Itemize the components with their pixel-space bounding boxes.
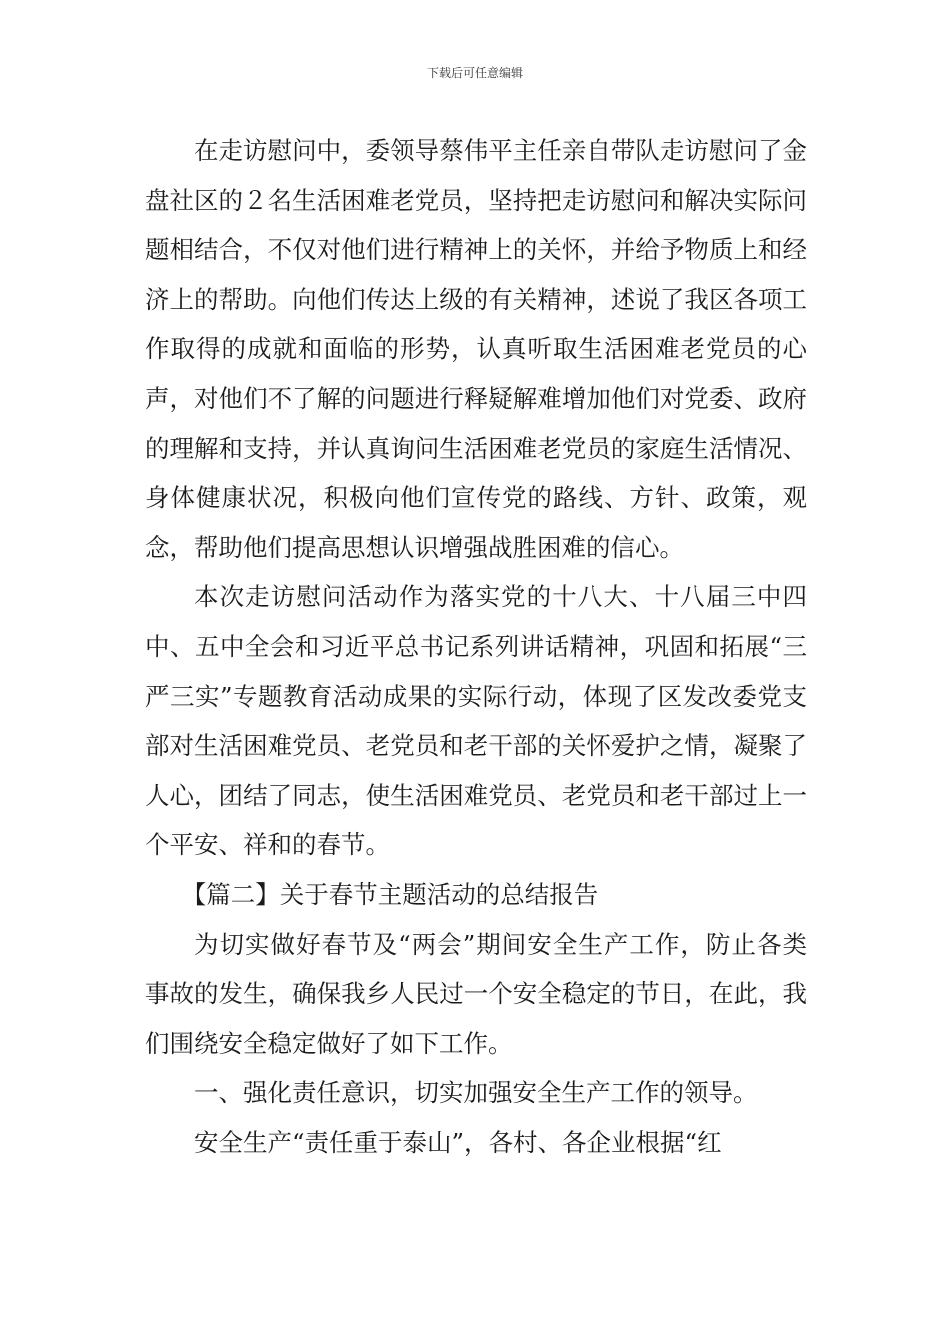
paragraph-safety-intro: 为切实做好春节及“两会”期间安全生产工作，防止各类事故的发生，确保我乡人民过一个安全稳定的节日，在此，我们围绕安全稳定做好了如下工作。	[145, 929, 807, 1058]
document-body	[145, 126, 807, 1167]
paragraph-subheading-one: 一、强化责任意识，切实加强安全生产工作的领导。	[194, 1078, 758, 1108]
paragraph-safety-responsibility: 安全生产“责任重于泰山”，各村、各企业根据“红	[194, 1127, 722, 1157]
paragraph-visit-significance: 本次走访慰问活动作为落实党的十八大、十八届三中四中、五中全会和习近平总书记系列讲话精神，巩固和拓展“三严三实”专题教育活动成果的实际行动，体现了区发改委党支部对生活困难党员、老党员和老干部的关怀爱护之情，凝聚了人心，团结了同志，使生活困难党员、老党员和老干部过上一个平安、祥和的春节。	[145, 582, 807, 860]
page-header-note: 下载后可任意编辑	[426, 66, 523, 80]
paragraph-visit-details: 在走访慰问中，委领导蔡伟平主任亲自带队走访慰问了金盘社区的２名生活困难老党员，坚持把走访慰问和解决实际问题相结合，不仅对他们进行精神上的关怀，并给予物质上和经济上的帮助。向他们传达上级的有关精神，述说了我区各项工作取得的成就和面临的形势，认真听取生活困难老党员的心声，对他们不了解的问题进行释疑解难增加他们对党委、政府的理解和支持，并认真询问生活困难老党员的家庭生活情况、身体健康状况，积极向他们宣传党的路线、方针、政策，观念，帮助他们提高思想认识增强战胜困难的信心。	[145, 136, 807, 562]
section-heading: 【篇二】关于春节主题活动的总结报告	[181, 879, 599, 909]
